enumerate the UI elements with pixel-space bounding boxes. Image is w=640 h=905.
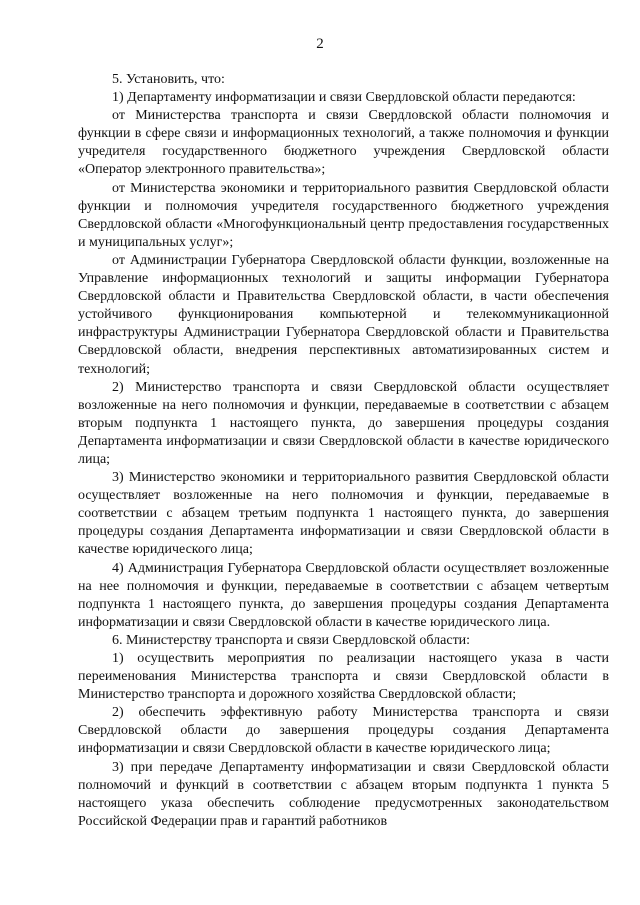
document-body bbox=[78, 71, 609, 831]
paragraph-5-1: 1) Департаменту информатизации и связи Свердловской области передаются: bbox=[112, 90, 576, 106]
paragraph-6-2: 2) обеспечить эффективную работу Министерства транспорта и связи Свердловской области до завершения процедуры создания Департамента информатизации и связи Свердловской области в качестве юридического лица; bbox=[78, 705, 609, 757]
paragraph-5-1-administration: от Администрации Губернатора Свердловской области функции, возложенные на Управление информационных технологий и защиты информации Губернатора Свердловской области и Правительства Свердловской области, в части обеспечения устойчивого функционирования компьютерной и телекоммуникационной инфраструктуры Администрации Губернатора Свердловской области и Правительства Свердловской области, внедрения перспективных автоматизированных систем и технологий; bbox=[78, 252, 609, 377]
paragraph-5-heading: 5. Установить, что: bbox=[112, 72, 225, 87]
paragraph-5-1-transport: от Министерства транспорта и связи Свердловской области полномочия и функции в сфере связи и информационных технологий, а также полномочия и функции учредителя государственного бюджетного учреждения Свердловской области «Оператор электронного правительства»; bbox=[78, 108, 609, 178]
paragraph-5-4: 4) Администрация Губернатора Свердловской области осуществляет возложенные на нее полномочия и функции, передаваемые в соответствии с абзацем четвертым подпункта 1 настоящего пункта, до завершения процедуры создания Департамента информатизации и связи Свердловской области в качестве юридического лица. bbox=[78, 560, 609, 630]
paragraph-5-3: 3) Министерство экономики и территориального развития Свердловской области осуществляет возложенные на него полномочия и функции, передаваемые в соответствии с абзацем третьим подпункта 1 настоящего пункта, до завершения процедуры создания Департамента информатизации и связи Свердловской области в качестве юридического лица; bbox=[78, 470, 609, 558]
paragraph-6-heading: 6. Министерству транспорта и связи Свердловской области: bbox=[112, 632, 471, 648]
paragraph-6-3: 3) при передаче Департаменту информатизации и связи Свердловской области полномочий и функций в соответствии с абзацем вторым подпункта 1 пункта 5 настоящего указа обеспечить соблюдение предусмотренных законодательством Российской Федерации прав и гарантий работников bbox=[78, 759, 609, 829]
paragraph-6-1: 1) осуществить мероприятия по реализации настоящего указа в части переименования Министерства транспорта и связи Свердловской области в Министерство транспорта и дорожного хозяйства Свердловской области; bbox=[78, 651, 609, 703]
page-number: 2 bbox=[316, 36, 324, 52]
paragraph-5-1-economy: от Министерства экономики и территориального развития Свердловской области функции и полномочия учредителя государственного бюджетного учреждения Свердловской области «Многофункциональный центр предоставления государственных и муниципальных услуг»; bbox=[78, 180, 609, 250]
paragraph-5-2: 2) Министерство транспорта и связи Свердловской области осуществляет возложенные на него полномочия и функции, передаваемые в соответствии с абзацем вторым подпункта 1 настоящего пункта, до завершения процедуры создания Департамента информатизации и связи Свердловской области в качестве юридического лица; bbox=[78, 379, 609, 467]
